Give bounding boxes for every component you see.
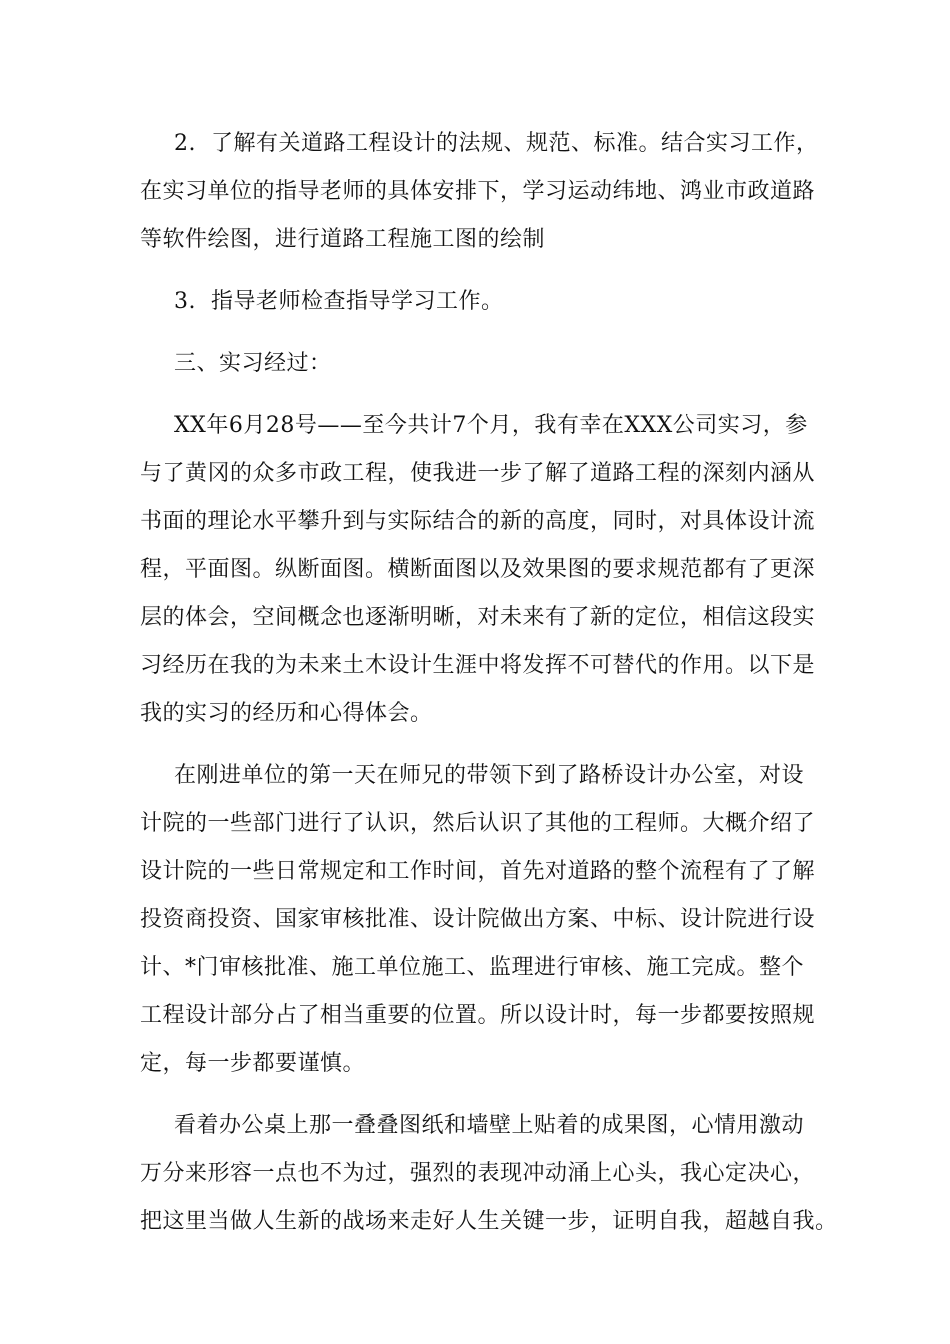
paragraph-line: 设计院的一些日常规定和工作时间，首先对道路的整个流程有了了解 <box>140 859 816 884</box>
paragraph-line: 工程设计部分占了相当重要的位置。所以设计时，每一步都要按照规 <box>140 1003 816 1028</box>
section-heading-text: 三、实习经过： <box>174 351 332 376</box>
paragraph-item-3 <box>140 278 830 326</box>
paragraph-feelings <box>140 1102 838 1246</box>
paragraph-line: 投资商投资、国家审核批准、设计院做出方案、中标、设计院进行设 <box>140 907 816 932</box>
paragraph-line: 层的体会，空间概念也逐渐明晰，对未来有了新的定位，相信这段实 <box>140 605 816 630</box>
document-body <box>140 120 838 1246</box>
paragraph-line: 书面的理论水平攀升到与实际结合的新的高度，同时，对具体设计流 <box>140 509 816 534</box>
paragraph-first-day <box>140 752 830 1088</box>
paragraph-line: 计院的一些部门进行了认识，然后认识了其他的工程师。大概介绍了 <box>140 811 816 836</box>
paragraph-line: 看着办公桌上那一叠叠图纸和墙壁上贴着的成果图，心情用激动 <box>174 1113 805 1138</box>
paragraph-line: 习经历在我的为未来土木设计生涯中将发挥不可替代的作用。以下是 <box>140 653 816 678</box>
paragraph-line: 程，平面图。纵断面图。横断面图以及效果图的要求规范都有了更深 <box>140 557 816 582</box>
paragraph-item-2 <box>140 120 830 264</box>
paragraph-line: 在实习单位的指导老师的具体安排下，学习运动纬地、鸿业市政道路 <box>140 179 816 204</box>
paragraph-line: XX年6月28号——至今共计7个月，我有幸在XXX公司实习，参 <box>174 413 808 438</box>
paragraph-line: 计、*门审核批准、施工单位施工、监理进行审核、施工完成。整个 <box>140 955 805 980</box>
paragraph-line: 万分来形容一点也不为过，强烈的表现冲动涌上心头，我心定决心， <box>140 1161 816 1186</box>
paragraph-line: 2. 了解有关道路工程设计的法规、规范、标准。结合实习工作， <box>174 131 819 156</box>
paragraph-line: 我的实习的经历和心得体会。 <box>140 701 433 726</box>
paragraph-line: 等软件绘图，进行道路工程施工图的绘制 <box>140 227 546 252</box>
paragraph-line: 3. 指导老师检查指导学习工作。 <box>174 289 504 314</box>
paragraph-line: 把这里当做人生新的战场来走好人生关键一步，证明自我，超越自我。 <box>140 1209 838 1234</box>
paragraph-line: 定，每一步都要谨慎。 <box>140 1051 366 1076</box>
paragraph-line: 与了黄冈的众多市政工程，使我进一步了解了道路工程的深刻内涵从 <box>140 461 816 486</box>
paragraph-gap <box>140 388 830 402</box>
paragraph-internship-intro <box>140 402 830 738</box>
section-heading <box>140 340 830 388</box>
paragraph-line: 在刚进单位的第一天在师兄的带领下到了路桥设计办公室，对设 <box>174 763 805 788</box>
paragraph-gap <box>140 1088 830 1102</box>
paragraph-gap <box>140 326 830 340</box>
paragraph-gap <box>140 264 830 278</box>
paragraph-gap <box>140 738 830 752</box>
